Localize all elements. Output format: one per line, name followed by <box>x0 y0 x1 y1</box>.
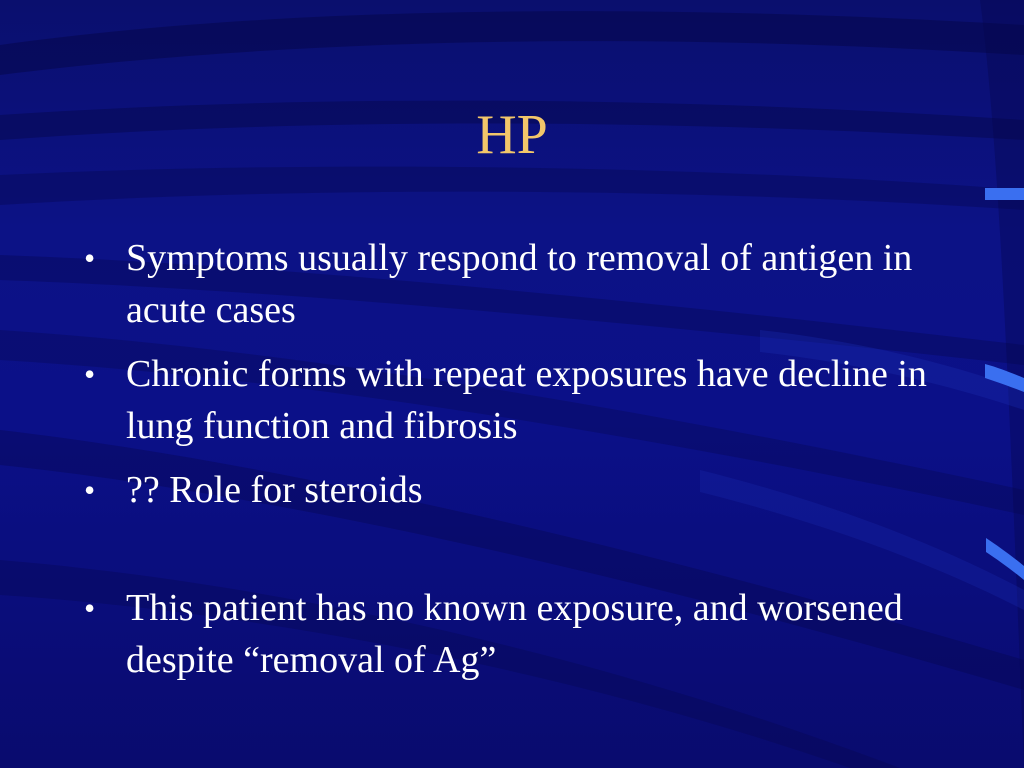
bullet-item <box>84 348 944 452</box>
bullet-item <box>84 464 944 516</box>
bullet-text: ?? Role for steroids <box>126 469 423 511</box>
bullet-item <box>84 582 944 686</box>
bullet-text: This patient has no known exposure, and worsened despite “removal of Ag” <box>126 587 903 681</box>
bullet-icon: • <box>84 240 96 276</box>
bullet-text: Chronic forms with repeat exposures have decline in lung function and fibrosis <box>126 353 927 447</box>
bullet-icon: • <box>84 472 96 508</box>
bullet-list <box>84 232 944 698</box>
bullet-icon: • <box>84 590 96 626</box>
bullet-icon: • <box>84 356 96 392</box>
bullet-item <box>84 232 944 336</box>
accent-mark-top <box>985 188 1024 200</box>
slide-title: HP <box>476 104 548 166</box>
bullet-text: Symptoms usually respond to removal of antigen in acute cases <box>126 237 913 331</box>
